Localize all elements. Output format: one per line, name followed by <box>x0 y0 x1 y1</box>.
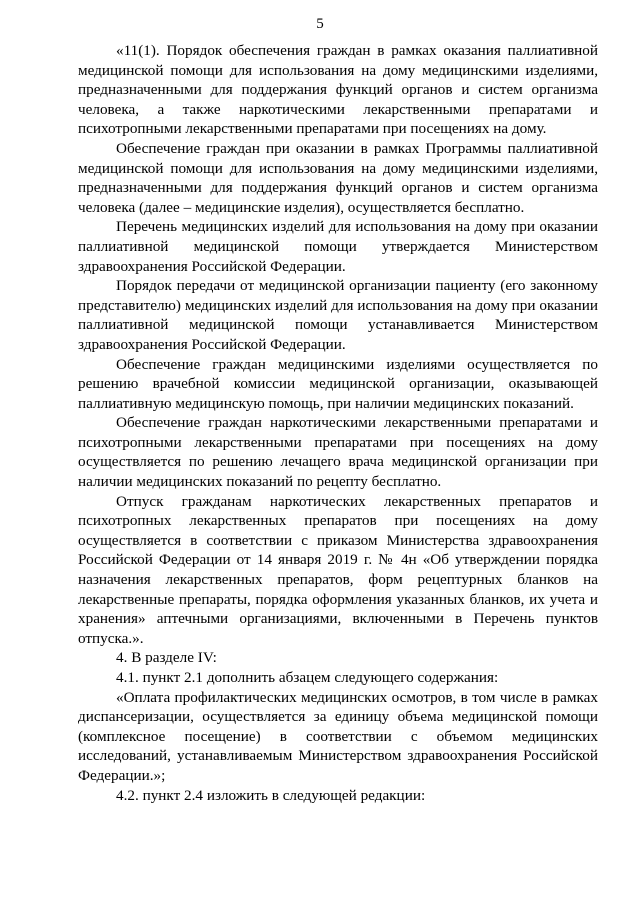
paragraph-provision-free: Обеспечение граждан при оказании в рамках Программы паллиативной медицинской помощи для использования на дому медицинскими изделиями, предназначенными для поддержания функций органов и систем организма человека (далее – медицинские изделия), осуществляется бесплатно. <box>78 139 598 216</box>
paragraph-transfer-order: Порядок передачи от медицинской организации пациенту (его законному представителю) медицинских изделий для использования на дому при оказании паллиативной медицинской помощи устанавливается Министерством здравоохранения Российской Федерации. <box>78 277 598 353</box>
paragraph-commission-decision: Обеспечение граждан медицинскими изделиями осуществляется по решению врачебной комиссии медицинской организации, оказывающей паллиативную медицинскую помощь, при наличии медицинских показаний. <box>78 355 598 412</box>
paragraph-devices-list: Перечень медицинских изделий для использования на дому при оказании паллиативной медицинской помощи утверждается Министерством здравоохранения Российской Федерации. <box>78 218 598 275</box>
paragraph-section-iv: 4. В разделе IV: <box>116 649 217 667</box>
paragraph-payment-quote: «Оплата профилактических медицинских осмотров, в том числе в рамках диспансеризации, осуществляется за единицу объема медицинской помощи (комплексное посещение) в соответствии с объемом медицинских исследований, устанавливаемым Министерством здравоохранения Российской Федерации.»; <box>78 688 598 784</box>
document-body <box>78 41 598 805</box>
paragraph-item-4-1: 4.1. пункт 2.1 дополнить абзацем следующего содержания: <box>116 669 499 686</box>
paragraph-item-4-2: 4.2. пункт 2.4 изложить в следующей редакции: <box>116 786 426 804</box>
page-number: 5 <box>316 16 324 32</box>
paragraph-narcotic-provision: Обеспечение граждан наркотическими лекарственными препаратами и психотропными лекарственными препаратами при посещениях на дому осуществляется по решению лечащего врача медицинской организации при наличии медицинских показаний по рецепту бесплатно. <box>78 414 598 491</box>
paragraph-dispensing: Отпуск гражданам наркотических лекарственных препаратов и психотропных лекарственных препаратов при посещениях на дому осуществляется в соответствии с приказом Министерства здравоохранения Российской Федерации от 14 января 2019 г. № 4н «Об утверждении порядка назначения лекарственных препаратов, форм рецептурных бланков на лекарственные препараты, порядка оформления указанных бланков, их учета и хранения» аптечными организациями, включенными в Перечень пунктов отпуска.». <box>78 492 598 647</box>
paragraph-11-1-heading: «11(1). Порядок обеспечения граждан в рамках оказания паллиативной медицинской помощи для использования на дому медицинскими изделиями, предназначенными для поддержания функций органов и систем организма человека, а также наркотическими лекарственными препаратами и психотропными лекарственными препаратами при посещениях на дому. <box>78 42 598 138</box>
